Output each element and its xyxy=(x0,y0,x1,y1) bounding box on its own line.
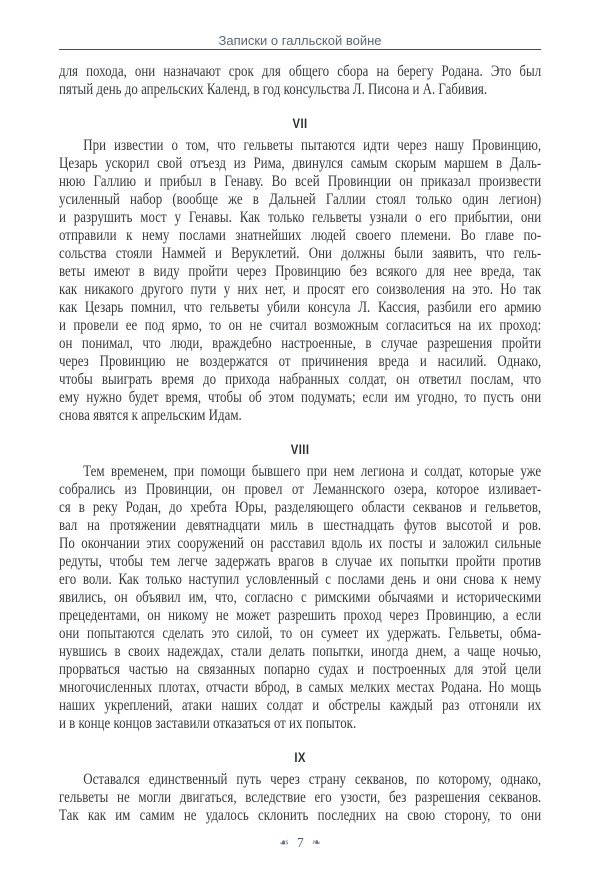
text-line: нюю Галлию и прибыл в Генаву. Во всей Провинции он приказал произвести xyxy=(59,173,542,190)
text-line: как никакого другого пути у них нет, и просят его соизволения на это. Но так xyxy=(59,281,542,298)
text-line: Цезарь ускорил свой отъезд из Рима, двинулся самым скорым маршем в Даль- xyxy=(59,155,542,172)
text-line: явились, он объявил им, что, согласно с римскими обычаями и историческими xyxy=(59,589,542,606)
text-line: как Цезарь помнил, что гельветы убили консула Л. Кассия, разбили его армию xyxy=(59,299,542,316)
text-line: При известии о том, что гельветы пытаются идти через нашу Провинцию, xyxy=(83,137,542,154)
page-footer xyxy=(0,835,600,850)
text-line: прорваться частью на связанных попарно судах и построенных для этой цели xyxy=(59,661,542,678)
section-heading: IX xyxy=(294,749,306,765)
text-line: веты имеют в виду пройти через Провинцию без всякого для нее вреда, так xyxy=(59,263,542,280)
text-line: сольства стояли Наммей и Веруклетий. Они должны были заявить, что гель- xyxy=(59,245,542,262)
text-line: они попытаются сделать это силой, то он сумеет их удержать. Гельветы, обма- xyxy=(59,625,542,642)
fleuron-right-icon: ❧ xyxy=(311,836,321,849)
text-line: ся в реку Родан, до хребта Юры, разделяющего области секванов и гельветов, xyxy=(59,499,542,516)
paragraph xyxy=(59,137,541,425)
paragraph xyxy=(59,463,541,733)
text-line: и провели ее под ярмо, то он не считал возможным согласиться на их проход: xyxy=(59,317,542,334)
text-line: собрались из Провинции, он провел от Леманнского озера, которое изливает- xyxy=(59,481,542,498)
text-line: отправили к нему послами знатнейших людей своего племени. Во главе по- xyxy=(59,227,542,244)
text-line: его воли. Как только наступил условленный с послами день и они снова к нему xyxy=(59,571,542,588)
text-line: наших укреплений, атаки наших солдат и обстрелы каждый раз отгоняли их xyxy=(59,697,542,714)
text-line: Так как им самим не удалось склонить последних на свою сторону, то они xyxy=(59,807,542,824)
text-line: для похода, они назначают срок для общего сбора на берегу Родана. Это был xyxy=(59,63,542,80)
text-line: многочисленных плотах, отчасти вброд, в самых мелких местах Родана. Но мощь xyxy=(59,679,542,696)
text-line: редуты, чтобы тем легче задержать врагов в случае их попытки пройти против xyxy=(59,553,542,570)
text-line: нувшись в своих надеждах, стали делать попытки, иногда днем, а чаще ночью, xyxy=(59,643,542,660)
text-line: усиленный набор (вообще же в Дальней Галлии стоял только один легион) xyxy=(59,191,542,208)
text-line: через Провинцию не воздержатся от причинения вреда и насилий. Однако, xyxy=(59,353,542,370)
text-line: снова явятся к апрельским Идам. xyxy=(59,407,242,424)
text-line: По окончании этих сооружений он расставил вдоль их посты и заложил сильные xyxy=(59,535,542,552)
paragraph xyxy=(59,63,541,99)
text-line: и в конце концов заставили отказаться от их попыток. xyxy=(59,715,357,732)
text-line: чтобы выиграть время до прихода набранных солдат, он ответил послам, что xyxy=(59,371,542,388)
text-line: Оставался единственный путь через страну секванов, по которому, однако, xyxy=(83,771,542,788)
page-number: 7 xyxy=(296,835,304,850)
text-line: вал на протяжении девятнадцати миль в шестнадцать футов высотой и ров. xyxy=(59,517,542,534)
text-line: гельветы не могли двигаться, вследствие его узости, без разрешения секванов. xyxy=(59,789,542,806)
running-head-title: Записки о галльской войне xyxy=(218,33,382,48)
content-column xyxy=(59,63,541,825)
text-line: и разрушить мост у Генавы. Как только гельветы узнали о его прибытии, они xyxy=(59,209,542,226)
text-line: ему нужно будет время, чтобы об этом подумать; если им угодно, то пусть они xyxy=(59,389,542,406)
text-line: пятый день до апрельских Календ, в год консульства Л. Писона и А. Габивия. xyxy=(59,81,488,98)
paragraph xyxy=(59,771,541,825)
text-line: прецедентами, он никому не может разрешить проход через Провинцию, а если xyxy=(59,607,542,624)
text-line: Тем временем, при помощи бывшего при нем легиона и солдат, которые уже xyxy=(83,463,542,480)
section-heading: VIII xyxy=(290,441,310,457)
section-heading: VII xyxy=(292,115,308,131)
text-line: он понимал, что люди, враждебно настроенные, в случае разрешения пройти xyxy=(59,335,542,352)
header-rule xyxy=(59,49,541,50)
fleuron-left-icon: ☙ xyxy=(279,836,289,849)
